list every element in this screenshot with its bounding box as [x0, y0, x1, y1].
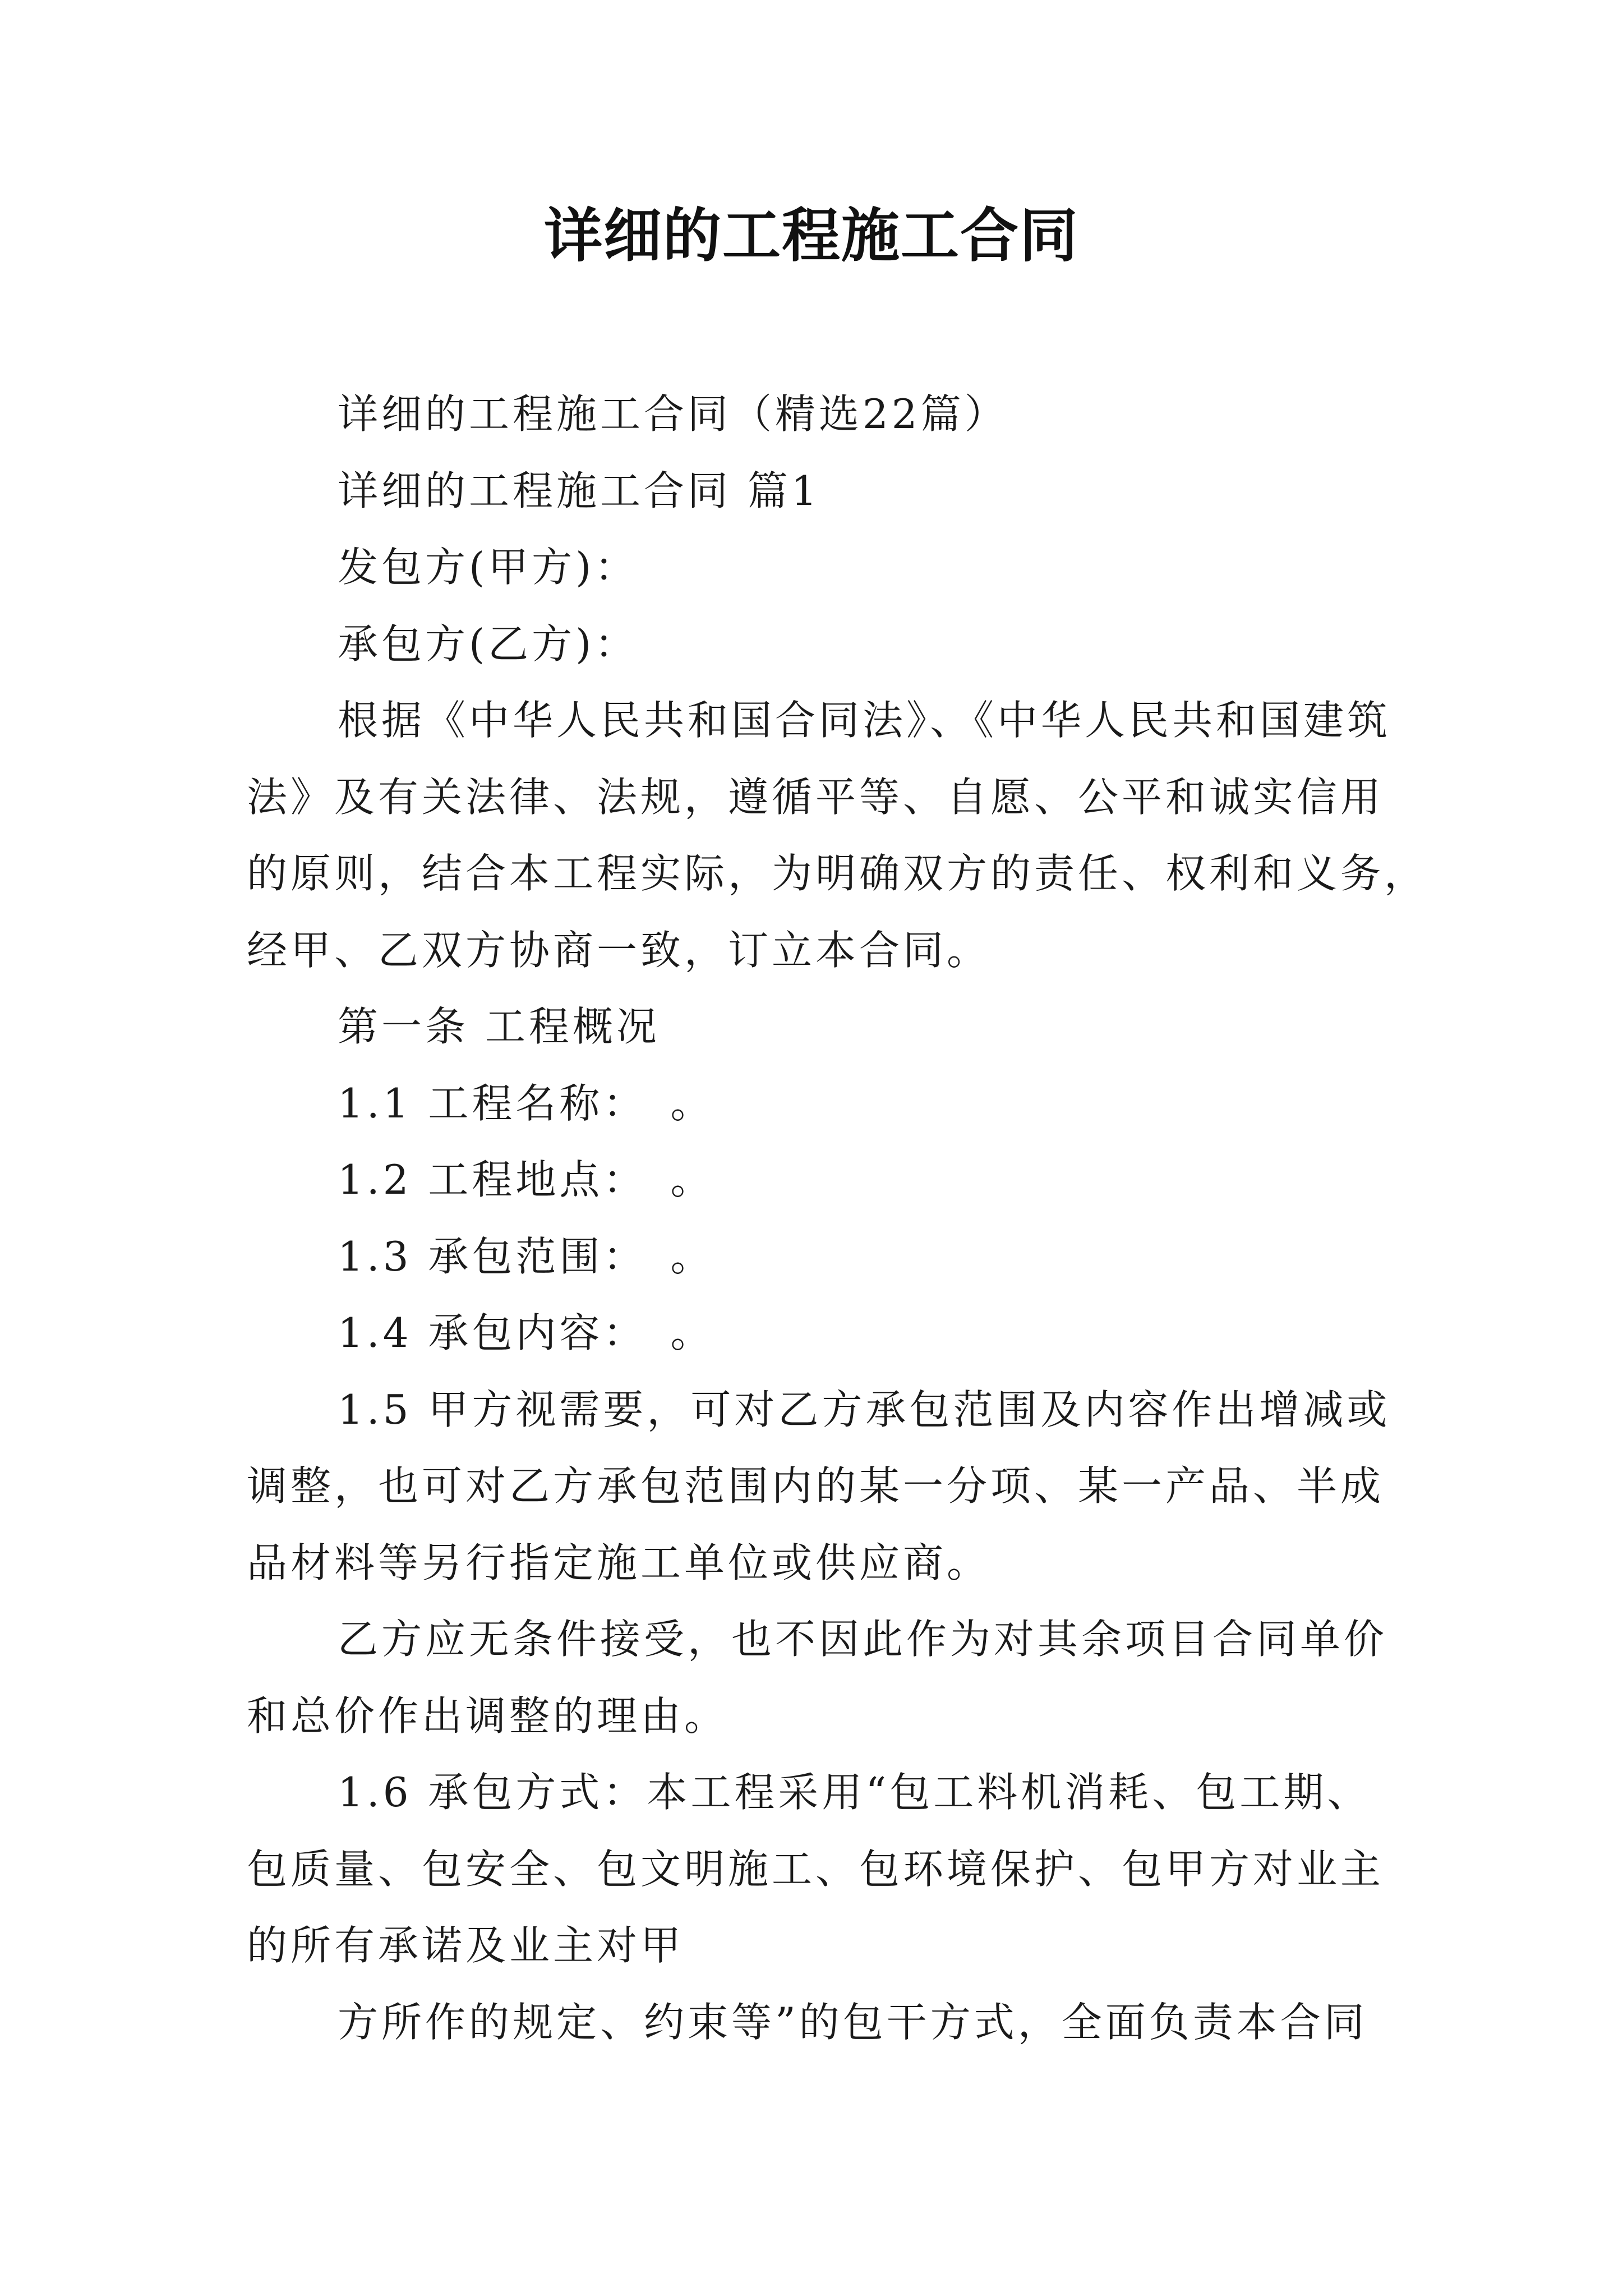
paragraph-line: 包质量、包安全、包文明施工、包环境保护、包甲方对业主	[247, 1845, 1385, 1893]
article-heading: 第一条 工程概况	[338, 1003, 660, 1050]
clause-line: 1.2 工程地点： 。	[338, 1156, 714, 1203]
document-title: 详细的工程施工合同	[543, 201, 1079, 270]
paragraph-line: 法》及有关法律、法规，遵循平等、自愿、公平和诚实信用	[247, 773, 1385, 821]
clause-line: 1.1 工程名称： 。	[338, 1079, 714, 1127]
document-body	[247, 376, 1428, 2060]
paragraph-line: 根据《中华人民共和国合同法》、《中华人民共和国建筑	[338, 697, 1391, 744]
paragraph-line: 方所作的规定、约束等”的包干方式，全面负责本合同	[338, 1998, 1368, 2046]
paragraph-line: 品材料等另行指定施工单位或供应商。	[247, 1539, 991, 1586]
paragraph-line: 乙方应无条件接受，也不因此作为对其余项目合同单价	[338, 1616, 1388, 1663]
subtitle-line: 详细的工程施工合同（精选22篇）	[338, 390, 1008, 438]
party-a-line: 发包方(甲方)：	[338, 544, 639, 591]
clause-line: 1.6 承包方式：本工程采用“包工料机消耗、包工期、	[338, 1769, 1371, 1816]
paragraph-line: 和总价作出调整的理由。	[247, 1692, 728, 1740]
paragraph-line: 的原则，结合本工程实际，为明确双方的责任、权利和义务，	[247, 850, 1428, 897]
clause-line: 1.3 承包范围： 。	[338, 1232, 714, 1280]
paragraph-line: 经甲、乙双方协商一致，订立本合同。	[247, 926, 991, 974]
clause-line: 1.4 承包内容： 。	[338, 1309, 714, 1356]
paragraph-line: 调整，也可对乙方承包范围内的某一分项、某一产品、半成	[247, 1462, 1385, 1510]
paragraph-line: 的所有承诺及业主对甲	[247, 1922, 685, 1969]
party-b-line: 承包方(乙方)：	[338, 620, 639, 668]
clause-line: 1.5 甲方视需要，可对乙方承包范围及内容作出增减或	[338, 1386, 1391, 1433]
section-heading: 详细的工程施工合同 篇1	[338, 467, 820, 514]
